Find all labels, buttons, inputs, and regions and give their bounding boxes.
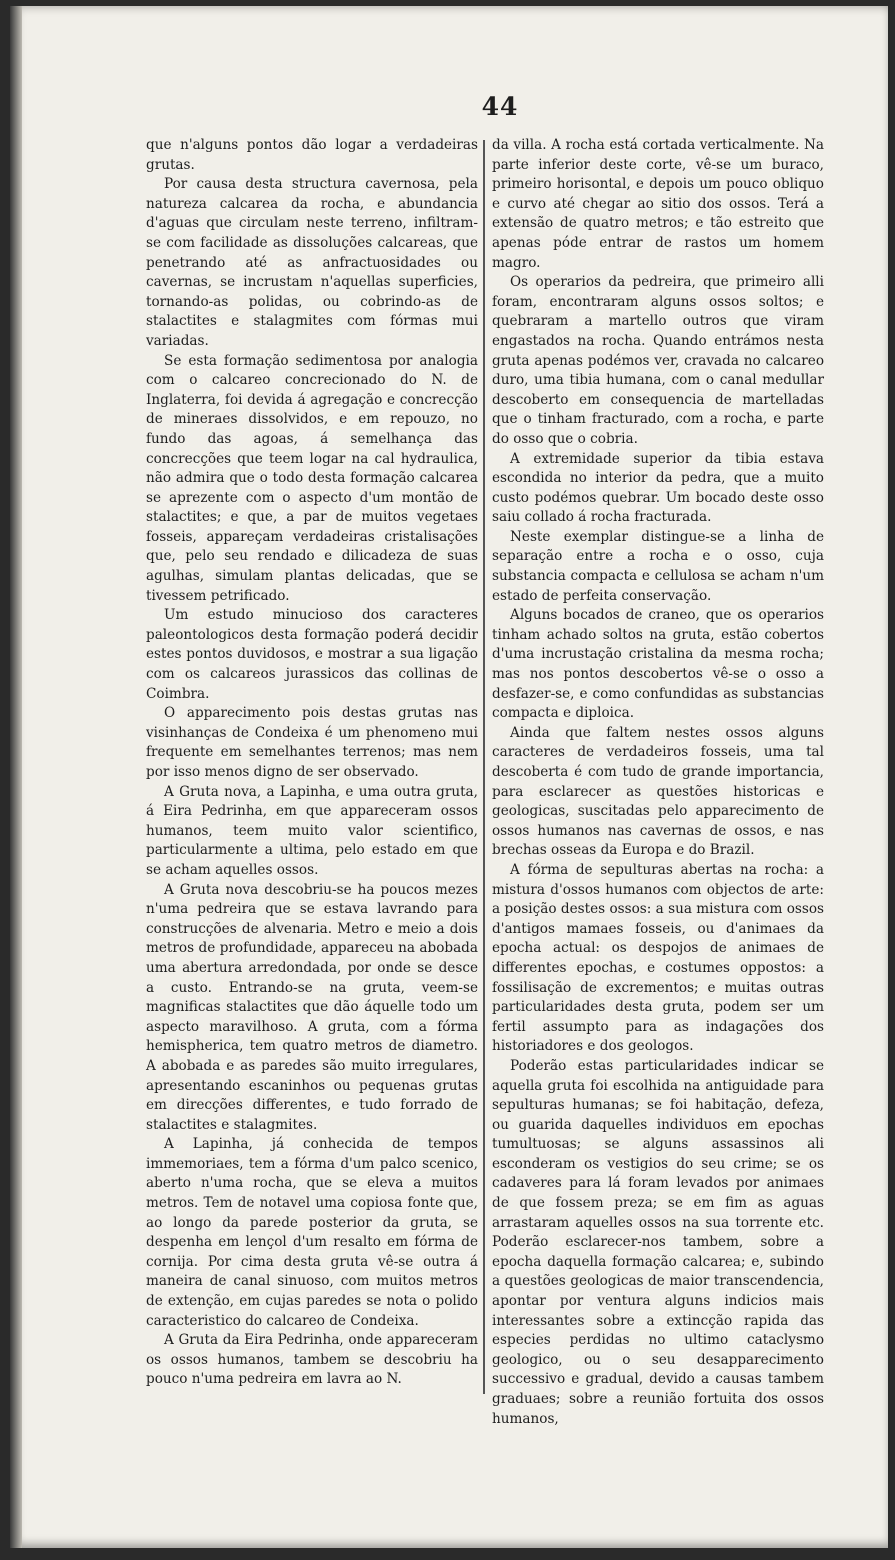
right-column: [492, 136, 824, 1429]
book-page: [10, 6, 888, 1548]
paragraph: A extremidade superior da tibia estava escondida no interior da pedra, que a muito custo podémos quebrar. Um bocado deste osso saiu collado á rocha fracturada.: [492, 450, 824, 526]
page-number: 44: [481, 92, 519, 121]
paragraph: Se esta formação sedimentosa por analogia com o calcareo concrecionado do N. de Inglaterra, foi devida á agregação e concrecção de mineraes dissolvidos, e em repouzo, no fundo das agoas, á semelhança das concrecções que teem logar na cal hydraulica, não admira que o todo desta formação calcarea se aprezente com o aspecto d'um montão de stalactites; e que, a par de muitos vegetaes fosseis, appareçam verdadeiras cristalisações que, pelo seu rendado e dilicadeza de suas agulhas, simulam plantas delicadas, que se tivessem petrificado.: [146, 352, 478, 604]
page-binding-shadow: [10, 6, 22, 1548]
paragraph: Por causa desta structura cavernosa, pela natureza calcarea da rocha, e abundancia d'aguas que circulam neste terreno, infiltram-se com facilidade as dissoluções calcareas, que penetrando até as anfractuosidades ou cavernas, se incrustam n'aquellas superficies, tornando-as polidas, ou cobrindo-as de stalactites e stalagmites com fórmas mui variadas.: [146, 176, 478, 349]
paragraph: O apparecimento pois destas grutas nas visinhanças de Condeixa é um phenomeno mui frequente em semelhantes terrenos; mas nem por isso menos digno de ser observado.: [146, 705, 478, 780]
paragraph: Neste exemplar distingue-se a linha de separação entre a rocha e o osso, cuja substancia compacta e cellulosa se acham n'um estado de perfeita conservação.: [492, 528, 824, 604]
paragraph: A Lapinha, já conhecida de tempos immemoriaes, tem a fórma d'um palco scenico, aberto n'uma rocha, que se eleva a muitos metros. Tem de notavel uma copiosa fonte que, ao longo da parede posterior da gruta, se despenha em lençol d'um resalto em fórma de cornija. Por cima desta gruta vê-se outra á maneira de canal sinuoso, com muitos metros de extenção, em cujas paredes se nota o polido caracteristico do calcareo de Condeixa.: [146, 1136, 478, 1329]
paragraph: Poderão estas particularidades indicar se aquella gruta foi escolhida na antiguidade para sepulturas humanas; se foi habitação, defeza, ou guarida daquelles individuos em epochas tumultuosas; se alguns assassinos ali esconderam os vestigios do seu crime; se os cadaveres para lá foram levados por animaes de que fossem preza; se em fim as aguas arrastaram aquelles ossos na sua torrente etc. Poderão esclarecer-nos tambem, sobre a epocha daquella formação calcarea; e, subindo a questões geologicas de maior transcendencia, apontar por ventura alguns indicios mais interessantes sobre a extincção rapida das especies perdidas no ultimo cataclysmo geologico, ou o seu desapparecimento successivo e gradual, devido a causas tambem graduaes; sobre a reunião fortuita dos ossos humanos,: [492, 1057, 824, 1427]
left-column: [146, 136, 478, 1390]
paragraph: Os operarios da pedreira, que primeiro alli foram, encontraram alguns ossos soltos; e quebraram a martello outros que viram engastados na rocha. Quando entrámos nesta gruta apenas podémos ver, cravada no calcareo duro, uma tibia humana, com o canal medullar descoberto em consequencia de martelladas que o tinham fracturado, com a rocha, e parte do osso que o cobria.: [492, 274, 824, 447]
column-divider: [483, 140, 485, 1394]
paragraph: A Gruta da Eira Pedrinha, onde appareceram os ossos humanos, tambem se descobriu ha pouco n'uma pedreira em lavra ao N.: [146, 1332, 478, 1388]
paragraph: da villa. A rocha está cortada verticalmente. Na parte inferior deste corte, vê-se um buraco, primeiro horisontal, e depois um pouco obliquo e curvo até chegar ao sitio dos ossos. Terá a extensão de quatro metros; e tão estreito que apenas póde entrar de rastos um homem magro.: [492, 137, 824, 271]
paragraph: A fórma de sepulturas abertas na rocha: a mistura d'ossos humanos com objectos de arte: a posição destes ossos: a sua mistura com ossos d'antigos mamaes fosseis, ou d'animaes da epocha actual: os despojos de animaes de differentes epochas, e costumes oppostos: a fossilisação de excrementos; e muitas outras particularidades desta gruta, podem ser um fertil assumpto para as indagações dos historiadores e dos geologos.: [492, 861, 824, 1055]
paragraph: Alguns bocados de craneo, que os operarios tinham achado soltos na gruta, estão cobertos d'uma incrustação cristalina da mesma rocha; mas nos pontos descobertos vê-se o osso a desfazer-se, e como confundidas as substancias compacta e diploica.: [492, 607, 824, 722]
paragraph: A Gruta nova descobriu-se ha poucos mezes n'uma pedreira que se estava lavrando para construcções de alvenaria. Metro e meio a dois metros de profundidade, appareceu na abobada uma abertura arredondada, por onde se desce a custo. Entrando-se na gruta, veem-se magnificas stalactites que dão áquelle todo um aspecto maravilhoso. A gruta, com a fórma hemispherica, tem quatro metros de diametro. A abobada e as paredes são muito irregulares, apresentando escaninhos ou pequenas grutas em direcções differentes, e tudo forrado de stalactites e stalagmites.: [146, 881, 478, 1133]
paragraph: Ainda que faltem nestes ossos alguns caracteres de verdadeiros fosseis, uma tal descoberta é com tudo de grande importancia, para esclarecer as questões historicas e geologicas, suscitadas pelo apparecimento de ossos humanos nas cavernas de ossos, e nas brechas osseas da Europa e do Brazil.: [492, 724, 824, 859]
paragraph: A Gruta nova, a Lapinha, e uma outra gruta, á Eira Pedrinha, em que appareceram ossos humanos, teem muito valor scientifico, particularmente a ultima, pelo estado em que se acham aquelles ossos.: [146, 783, 478, 878]
paragraph: que n'alguns pontos dão logar a verdadeiras grutas.: [146, 137, 478, 173]
paragraph: Um estudo minucioso dos caracteres paleontologicos desta formação poderá decidir estes pontos duvidosos, e mostrar a sua ligação com os calcareos jurassicos das collinas de Coimbra.: [146, 607, 478, 702]
